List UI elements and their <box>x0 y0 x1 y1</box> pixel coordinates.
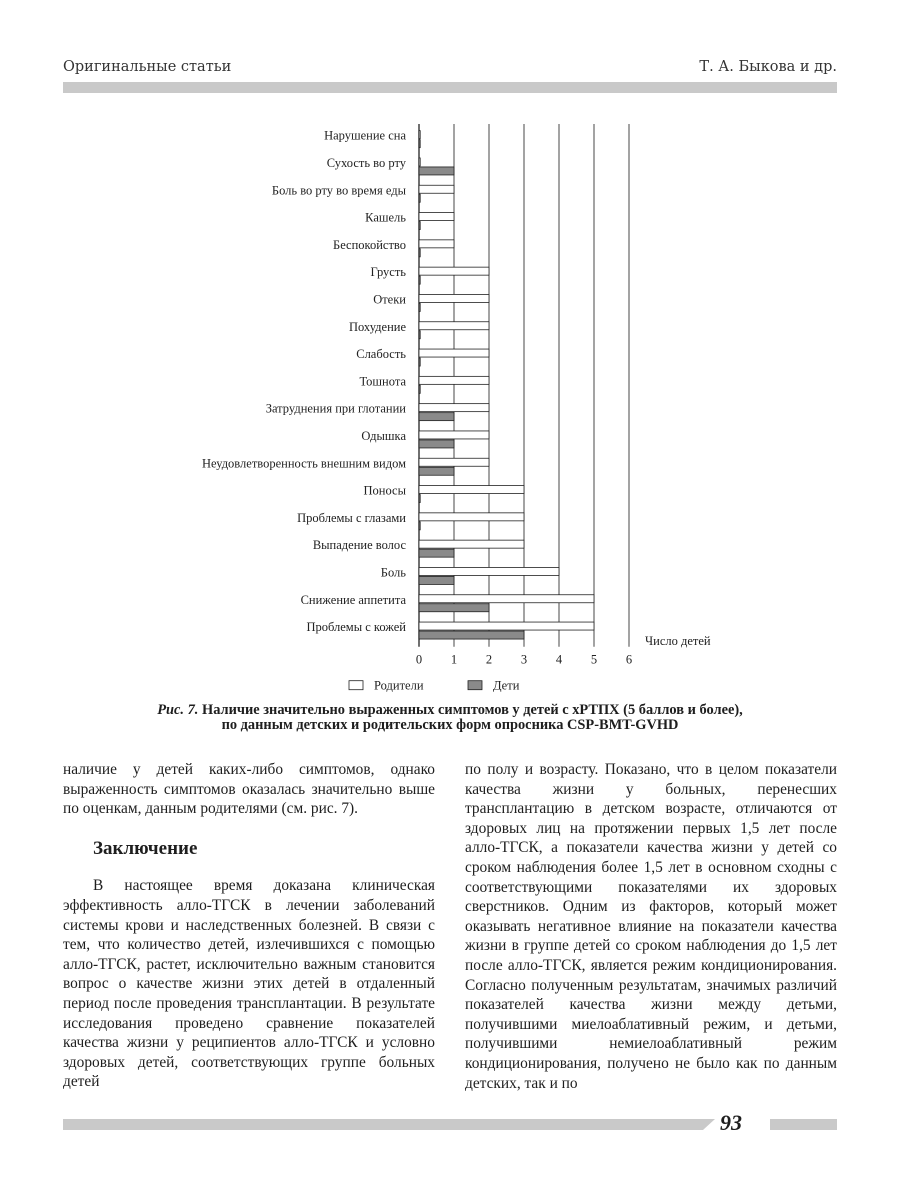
chart-x-axis-label: Число детей <box>645 634 711 648</box>
category-label: Одышка <box>361 428 406 443</box>
text-column-right <box>465 760 837 1093</box>
bar-children <box>419 440 454 448</box>
x-tick-label: 2 <box>485 652 493 667</box>
bar-parents <box>419 185 454 193</box>
bar-parents <box>419 595 594 603</box>
legend-label-parents: Родители <box>374 678 424 693</box>
x-tick-label: 1 <box>450 652 458 667</box>
category-label: Слабость <box>356 347 406 362</box>
x-tick-label: 3 <box>520 652 528 667</box>
paragraph: по полу и возрасту. Показано, что в целом показатели качества жизни у больных, перенесших трансплантацию в детском возрасте, отличаются от здоровых лиц на протяжении первых 1,5 лет после алло-ТГСК, а показатели качества жизни у детей со сроком наблюдения более 1,5 лет в основном сходны с соответствующими показателями их здоровых сверстников. Одним из факторов, который может оказывать негативное влияние на показатели качества жизни в группе детей со сроком наблюдения до 1,5 лет после алло-ТГСК, является режим кондиционирования. Согласно полученным результатам, значимых различий показателей качества жизни между детьми, получившими миелоаблативный режим, и детьми, получившими немиелоаблативный режим кондиционирования, получено не было как по данным детских, так и по <box>465 761 837 1092</box>
bar-children <box>419 385 420 393</box>
bar-parents <box>419 486 524 494</box>
chart-bars <box>419 131 594 639</box>
category-label: Снижение аппетита <box>300 592 406 607</box>
category-label: Отеки <box>373 292 406 307</box>
bar-children <box>419 604 489 612</box>
category-label: Неудовлетворенность внешним видом <box>201 456 406 471</box>
category-label: Боль <box>380 565 406 580</box>
footer-rule-left <box>63 1119 703 1130</box>
category-label: Беспокойство <box>333 237 406 252</box>
figure-number: Рис. 7. <box>157 702 199 718</box>
paragraph: наличие у детей каких-либо симптомов, однако выраженность симптомов оказалась значительно выше по оценкам, данным родителями (см. рис. 7). <box>63 761 435 818</box>
bar-parents <box>419 567 559 575</box>
bar-parents <box>419 458 489 466</box>
bar-parents <box>419 131 420 139</box>
bar-parents <box>419 213 454 221</box>
bar-parents <box>419 240 454 248</box>
bar-children <box>419 495 420 503</box>
chart-legend <box>349 679 520 693</box>
bar-children <box>419 249 420 257</box>
x-tick-label: 5 <box>590 652 598 667</box>
category-label: Похудение <box>348 319 406 334</box>
bar-children <box>419 194 420 202</box>
legend-label-children: Дети <box>493 678 520 693</box>
footer-rule-wedge <box>703 1119 715 1130</box>
legend-swatch-children <box>468 681 482 690</box>
text-column-left <box>63 760 435 1092</box>
bar-children <box>419 303 420 311</box>
footer-rule-right <box>770 1119 837 1130</box>
x-tick-label: 0 <box>415 652 423 667</box>
figure-caption-line1: Наличие значительно выраженных симптомов у детей с хРТПХ (5 баллов и более), <box>202 702 743 718</box>
category-label: Проблемы с кожей <box>306 620 406 635</box>
bar-parents <box>419 158 420 166</box>
bar-parents <box>419 267 489 275</box>
category-label: Боль во рту во время еды <box>271 183 406 198</box>
page-number: 93 <box>720 1110 742 1135</box>
category-label: Поносы <box>363 483 406 498</box>
category-label: Кашель <box>365 210 406 225</box>
bar-parents <box>419 349 489 357</box>
category-label: Нарушение сна <box>324 128 406 143</box>
category-label: Тошнота <box>359 374 406 389</box>
bar-parents <box>419 376 489 384</box>
running-header-section: Оригинальные статьи <box>63 59 232 75</box>
bar-parents <box>419 404 489 412</box>
bar-children <box>419 222 420 230</box>
bar-children <box>419 140 420 148</box>
bar-children <box>419 467 454 475</box>
bar-parents <box>419 513 524 521</box>
bar-children <box>419 522 420 530</box>
bar-children <box>419 413 454 421</box>
category-label: Сухость во рту <box>326 155 406 170</box>
bar-parents <box>419 294 489 302</box>
paragraph: В настоящее время доказана клиническая эффективность алло-ТГСК в лечении заболеваний системы крови и наследственных болезней. В связи с тем, что количество детей, излечившихся с помощью алло-ТГСК, растет, исключительно важным становится вопрос о качестве жизни этих детей в отдаленный период после проведения трансплантации. В результате исследования проведено сравнение показателей качества жизни у реципиентов алло-ТГСК и условно здоровых детей, соответствующих группе больных детей <box>63 877 435 1091</box>
bar-parents <box>419 540 524 548</box>
symptoms-bar-chart <box>0 110 900 702</box>
bar-children <box>419 549 454 557</box>
category-label: Выпадение волос <box>312 538 406 553</box>
running-header-authors: Т. А. Быкова и др. <box>699 59 837 75</box>
legend-swatch-parents <box>349 681 363 690</box>
bar-parents <box>419 622 594 630</box>
section-title: Заключение <box>93 837 198 859</box>
x-tick-label: 6 <box>625 652 633 667</box>
category-label: Грусть <box>370 265 406 280</box>
category-label: Затруднения при глотании <box>265 401 406 416</box>
bar-children <box>419 631 524 639</box>
bar-parents <box>419 431 489 439</box>
figure-caption <box>63 703 837 733</box>
figure-caption-line2: по данным детских и родительских форм опросника CSP-BMT-GVHD <box>221 717 679 733</box>
bar-children <box>419 276 420 284</box>
bar-children <box>419 576 454 584</box>
header-rule <box>63 82 837 93</box>
bar-parents <box>419 322 489 330</box>
bar-children <box>419 358 420 366</box>
bar-children <box>419 331 420 339</box>
category-label: Проблемы с глазами <box>297 510 406 525</box>
chart-x-ticks <box>416 653 632 667</box>
chart-category-labels <box>202 129 407 634</box>
bar-children <box>419 167 454 175</box>
x-tick-label: 4 <box>555 652 563 667</box>
